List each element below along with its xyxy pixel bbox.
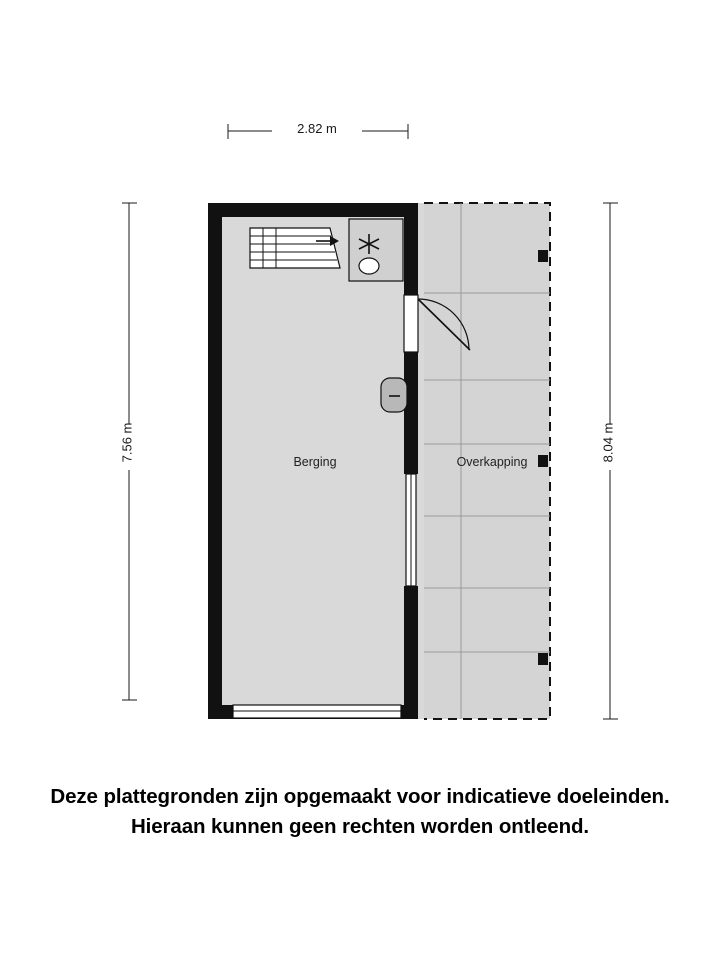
garage-door	[233, 705, 401, 718]
dimension-label-left: 7.56 m	[119, 422, 135, 463]
wall-fixture	[381, 378, 407, 412]
disclaimer-line-2: Hieraan kunnen geen rechten worden ontleend.	[130, 814, 590, 838]
room-label-berging: Berging	[293, 455, 337, 469]
staircase	[250, 228, 340, 268]
room-label-overkapping: Overkapping	[456, 455, 528, 469]
canopy-post	[538, 653, 548, 665]
utility-fixture	[349, 219, 403, 281]
disclaimer-line-1: Deze plattegronden zijn opgemaakt voor indicatieve doeleinden.	[50, 785, 670, 808]
canopy-post	[538, 250, 548, 262]
dimension-label-top: 2.82 m	[297, 121, 337, 136]
disclaimer-text	[0, 782, 720, 841]
window-strip	[406, 474, 416, 586]
dimension-label-right: 8.04 m	[600, 422, 616, 463]
